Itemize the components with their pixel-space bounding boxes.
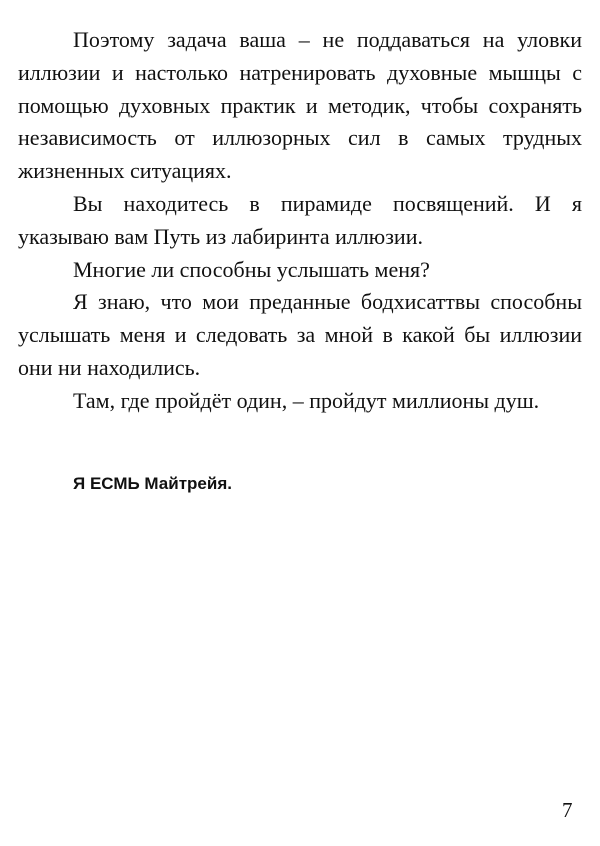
paragraph: Вы находитесь в пирамиде посвящений. И я указываю вам Путь из лабиринта иллюзии. (18, 190, 582, 249)
signature: Я ЕСМЬ Майтрейя. (73, 474, 232, 493)
document-body (18, 24, 582, 418)
paragraph: Поэтому задача ваша – не поддаваться на уловки иллюзии и настолько натренировать духовные мышцы с помощью духовных практик и методик, чтобы сохранять независимость от иллюзорных сил в самых трудных жизненных ситуациях. (18, 27, 582, 184)
paragraph: Там, где пройдёт один, – пройдут миллионы душ. (73, 387, 540, 413)
paragraph: Многие ли способны услышать меня? (73, 256, 430, 282)
page-number: 7 (562, 798, 573, 822)
paragraph: Я знаю, что мои преданные бодхисаттвы способны услышать меня и следовать за мной в какой бы иллюзии они ни находились. (18, 289, 582, 380)
